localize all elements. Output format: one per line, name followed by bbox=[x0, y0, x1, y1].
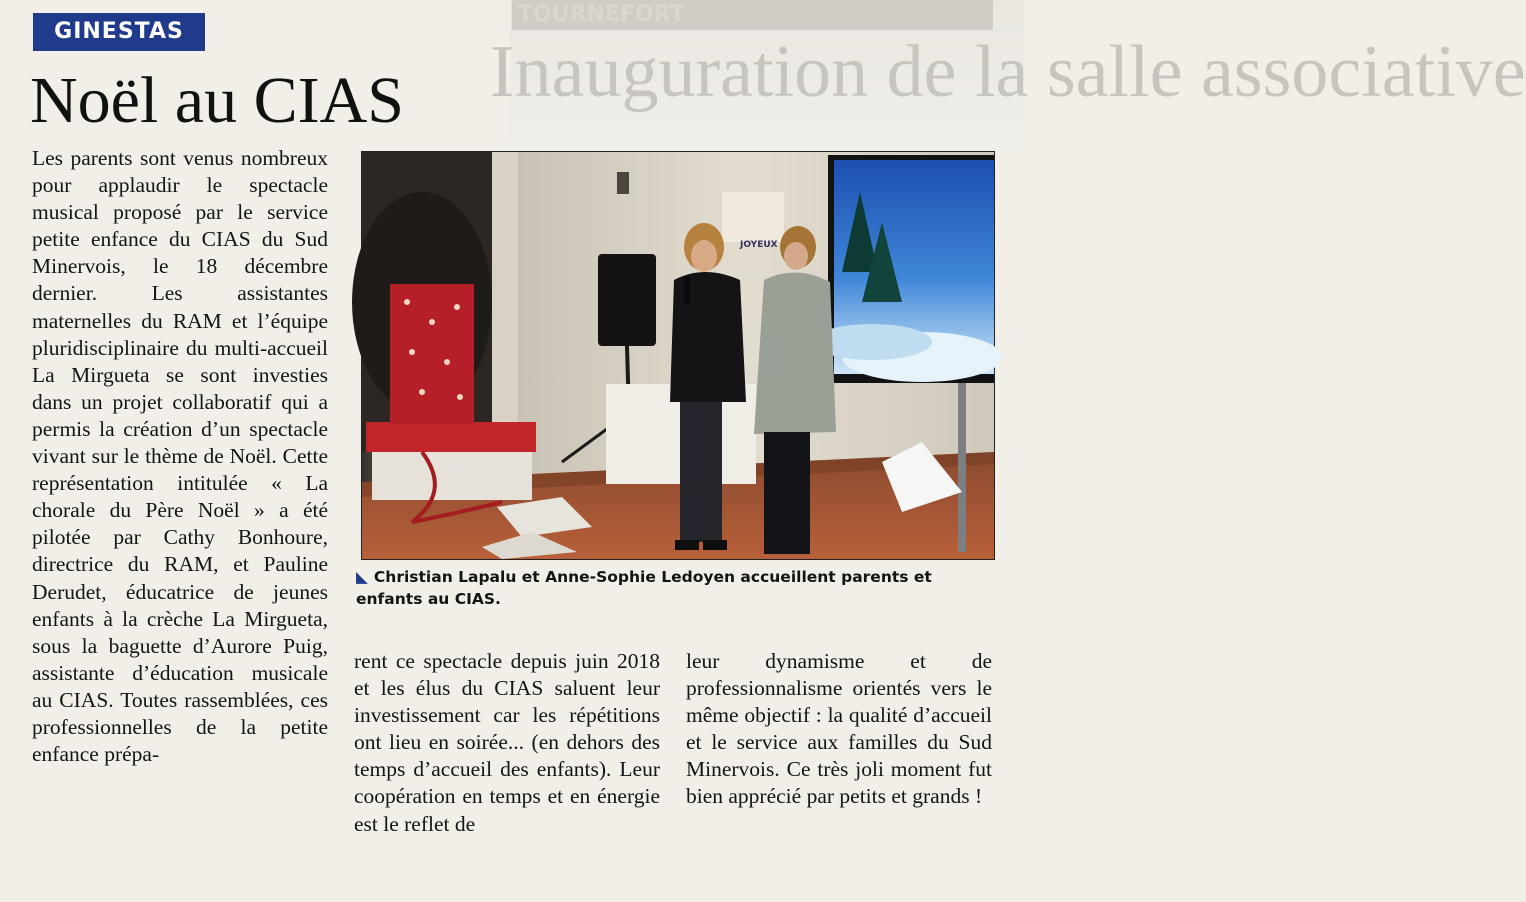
article-photo bbox=[361, 151, 995, 560]
article-body-column-1: Les parents sont venus nombreux pour applaudir le spectacle musical proposé par le service petite enfance du CIAS du Sud Minervois, le 18 décembre dernier. Les assistantes maternelles du RAM et l’équipe pluridisciplinaire du multi-accueil La Mirgueta se sont investies dans un projet collaboratif qui a permis la création d’un spectacle vivant sur le thème de Noël. Cette représentation intitulée « La chorale du Père Noël » a été pilotée par Cathy Bonhoure, directrice du RAM, et Pauline Derudet, éducatrice de jeunes enfants à la crèche La Mirgueta, sous la baguette d’Aurore Puig, assistante d’éducation musicale au CIAS. Toutes rassemblées, ces professionnelles de la petite enfance prépa- bbox=[32, 146, 328, 767]
article-headline: Noël au CIAS bbox=[30, 64, 404, 137]
photo-scene bbox=[362, 152, 994, 559]
neighbor-article-title: Inauguration de la salle associative bbox=[490, 31, 1526, 113]
section-kicker: GINESTAS bbox=[33, 13, 205, 51]
caption-bullet-icon: ◣ bbox=[356, 568, 368, 586]
photo-caption bbox=[356, 566, 996, 614]
neighbor-article-kicker: TOURNEFORT bbox=[512, 0, 993, 30]
photo-caption-text: Christian Lapalu et Anne-Sophie Ledoyen accueillent parents et enfants au CIAS. bbox=[356, 568, 932, 608]
display-screen bbox=[812, 155, 1002, 383]
article-body-column-3: leur dynamisme et de professionnalisme orientés vers le même objectif : la qualité d’accueil et le service aux familles du Sud Minervois. Ce très joli moment fut bien apprécié par petits et grands ! bbox=[686, 649, 992, 809]
article-body-column-2: rent ce spectacle depuis juin 2018 et les élus du CIAS saluent leur investissement car les répétitions ont lieu en soirée... (en dehors des temps d’accueil des enfants). Leur coopération en temps et en énergie est le reflet de bbox=[354, 649, 660, 836]
screen-greeting-text: JOYEUX bbox=[740, 240, 778, 250]
